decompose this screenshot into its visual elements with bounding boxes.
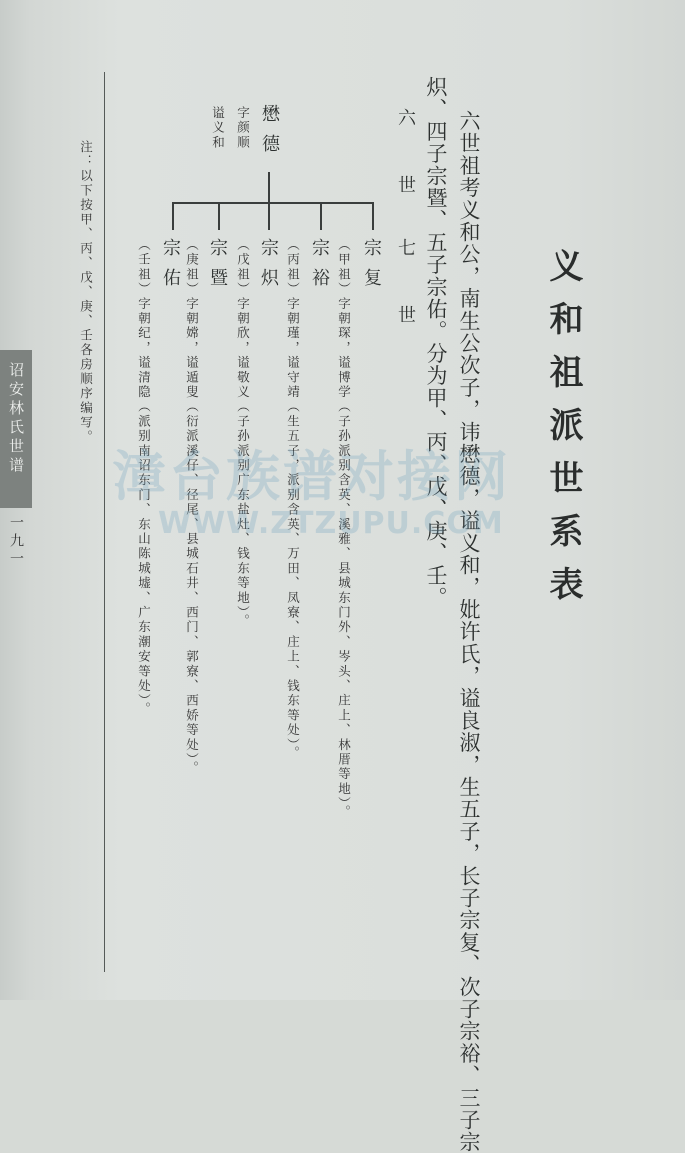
tree-drop-line-1 bbox=[372, 202, 374, 230]
intro-line-1: 六世祖考义和公，南生公次子，讳懋德，谥义和，妣许氏，谥良淑，生五子，长子宗复、次子宗裕、三子宗 bbox=[457, 110, 481, 1153]
son-4-detail: （庚祖）字朝嫦，谥遁叟（衍派溪仔、径尾、县城石井、西门、郭寮、西娇等处）。 bbox=[184, 238, 200, 776]
son-3-detail: （戊祖）字朝欣，谥敬义（子孙派别广东盐灶、钱东等地）。 bbox=[235, 238, 251, 629]
tree-branch-line bbox=[172, 202, 373, 204]
sixth-generation-header: 六 世 bbox=[395, 108, 416, 207]
root-ancestor-name: 懋德 bbox=[259, 104, 280, 164]
watermark-chinese: 漳台族谱对接网 bbox=[112, 445, 511, 508]
tree-drop-line-5 bbox=[172, 202, 174, 230]
root-ancestor-posthumous-name: 谥义和 bbox=[210, 106, 226, 151]
watermark-url: WWW.ZTZUPU.COM bbox=[158, 506, 504, 541]
son-1-name: 宗复 bbox=[361, 238, 382, 298]
root-ancestor-courtesy-name: 字颜顺 bbox=[235, 106, 251, 151]
seventh-generation-header: 七 世 bbox=[395, 238, 416, 337]
tree-drop-line-4 bbox=[218, 202, 220, 230]
son-5-detail: （壬祖）字朝纪，谥清隐（派别南诏东门、东山陈城墟、广东潮安等处）。 bbox=[136, 238, 152, 717]
tree-drop-line-2 bbox=[320, 202, 322, 230]
page-title: 义和祖派世系表 bbox=[543, 248, 583, 619]
page-number: 一九一 bbox=[8, 515, 24, 569]
son-2-name: 宗裕 bbox=[309, 238, 330, 298]
intro-line-2: 炽、四子宗暨、五子宗佑。分为甲、丙、戊、庚、壬。 bbox=[424, 76, 448, 609]
book-title-tab: 诏安林氏世谱 bbox=[7, 362, 25, 476]
footnote: 注：以下按甲、丙、戊、庚、壬各房顺序编写。 bbox=[78, 140, 94, 445]
son-4-name: 宗暨 bbox=[207, 238, 228, 298]
column-divider-line bbox=[104, 72, 105, 972]
son-2-detail: （丙祖）字朝瑾，谥守靖（生五子，派别含英、万田、凤寮、庄上、钱东等处）。 bbox=[285, 238, 301, 761]
side-tab bbox=[0, 350, 32, 508]
tree-trunk-line bbox=[268, 172, 270, 202]
tree-drop-line-3 bbox=[268, 202, 270, 230]
son-1-detail: （甲祖）字朝琛，谥博学（子孙派别含英、溪雅、县城东门外、岑头、庄上、林厝等地）。 bbox=[336, 238, 352, 820]
son-3-name: 宗炽 bbox=[258, 238, 279, 298]
son-5-name: 宗佑 bbox=[160, 238, 181, 298]
